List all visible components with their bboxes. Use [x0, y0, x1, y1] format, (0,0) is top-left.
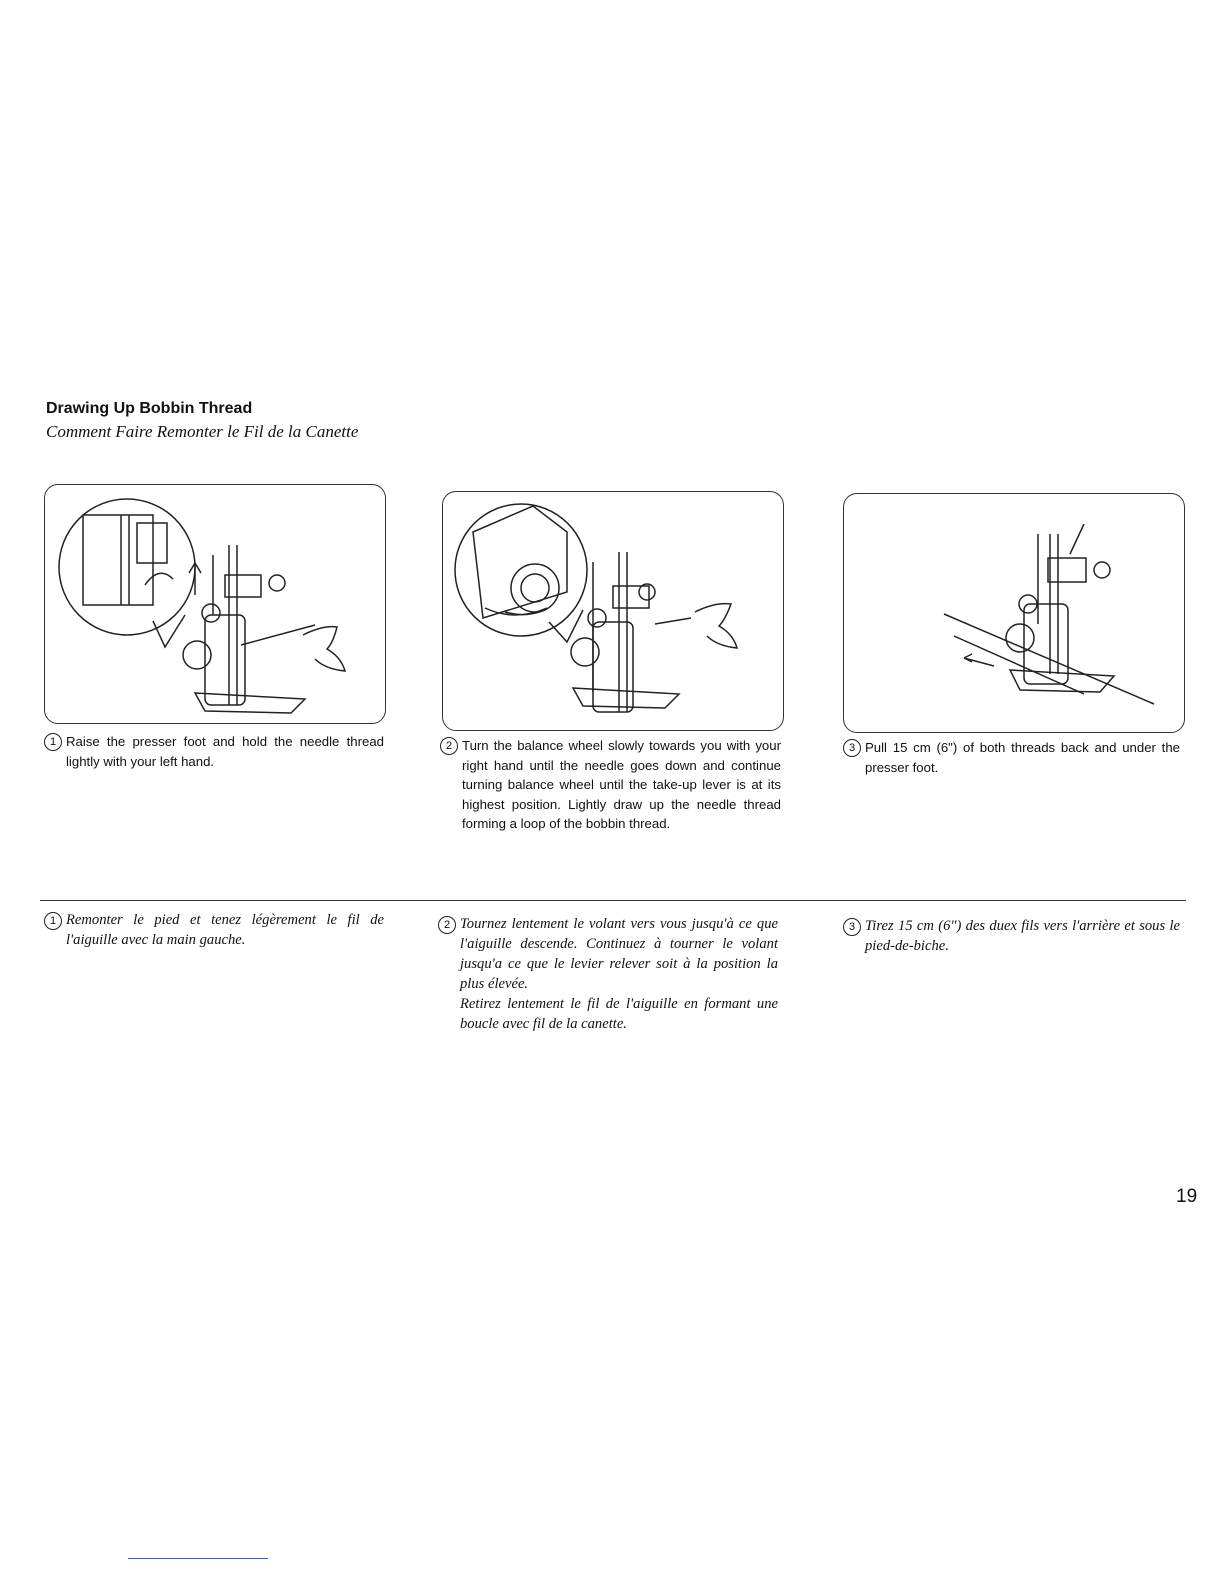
illustration-panel-1: [44, 484, 386, 724]
step-2-english: [440, 736, 781, 834]
step-2-french: [438, 914, 778, 1034]
step-text: Raise the presser foot and hold the needle thread lightly with your left hand.: [66, 734, 384, 769]
step-text: Pull 15 cm (6") of both threads back and under the presser foot.: [865, 740, 1180, 775]
step-text: Turn the balance wheel slowly towards you with your right hand until the needle goes down and continue turning balance wheel until the take-up lever is at its highest position. Lightly draw up the needle thread forming a loop of the bobbin thread.: [462, 738, 781, 831]
step-1-english: [44, 732, 384, 771]
section-divider: [40, 900, 1186, 901]
illustration-panel-2: [442, 491, 784, 731]
step-number-badge: 3: [843, 739, 861, 757]
section-title: Drawing Up Bobbin Thread: [46, 400, 253, 417]
footer-underline: [128, 1558, 268, 1559]
step-number-badge: 3: [843, 918, 861, 936]
step-text: Tirez 15 cm (6") des duex fils vers l'arrière et sous le pied-de-biche.: [865, 918, 1180, 954]
step-number-badge: 2: [440, 737, 458, 755]
presser-foot-raise-illustration: [45, 485, 385, 723]
step-text: Remonter le pied et tenez légèrement le fil de l'aiguille avec la main gauche.: [66, 912, 384, 948]
step-text-continued: Retirez lentement le fil de l'aiguille en formant une boucle avec fil de la canette.: [460, 996, 778, 1032]
balance-wheel-turn-illustration: [443, 492, 783, 730]
pull-threads-back-illustration: [844, 494, 1184, 732]
illustration-panel-3: [843, 493, 1185, 733]
step-1-french: [44, 910, 384, 950]
step-number-badge: 2: [438, 916, 456, 934]
step-3-english: [843, 738, 1180, 777]
section-title-french: Comment Faire Remonter le Fil de la Canette: [46, 422, 359, 441]
step-number-badge: 1: [44, 733, 62, 751]
step-3-french: [843, 916, 1180, 956]
step-text: Tournez lentement le volant vers vous jusqu'à ce que l'aiguille descende. Continuez à tourner le volant jusqu'a ce que le levier relever soit à la position la plus élevée.: [460, 916, 778, 992]
page-number: 19: [1176, 1186, 1198, 1207]
step-number-badge: 1: [44, 912, 62, 930]
